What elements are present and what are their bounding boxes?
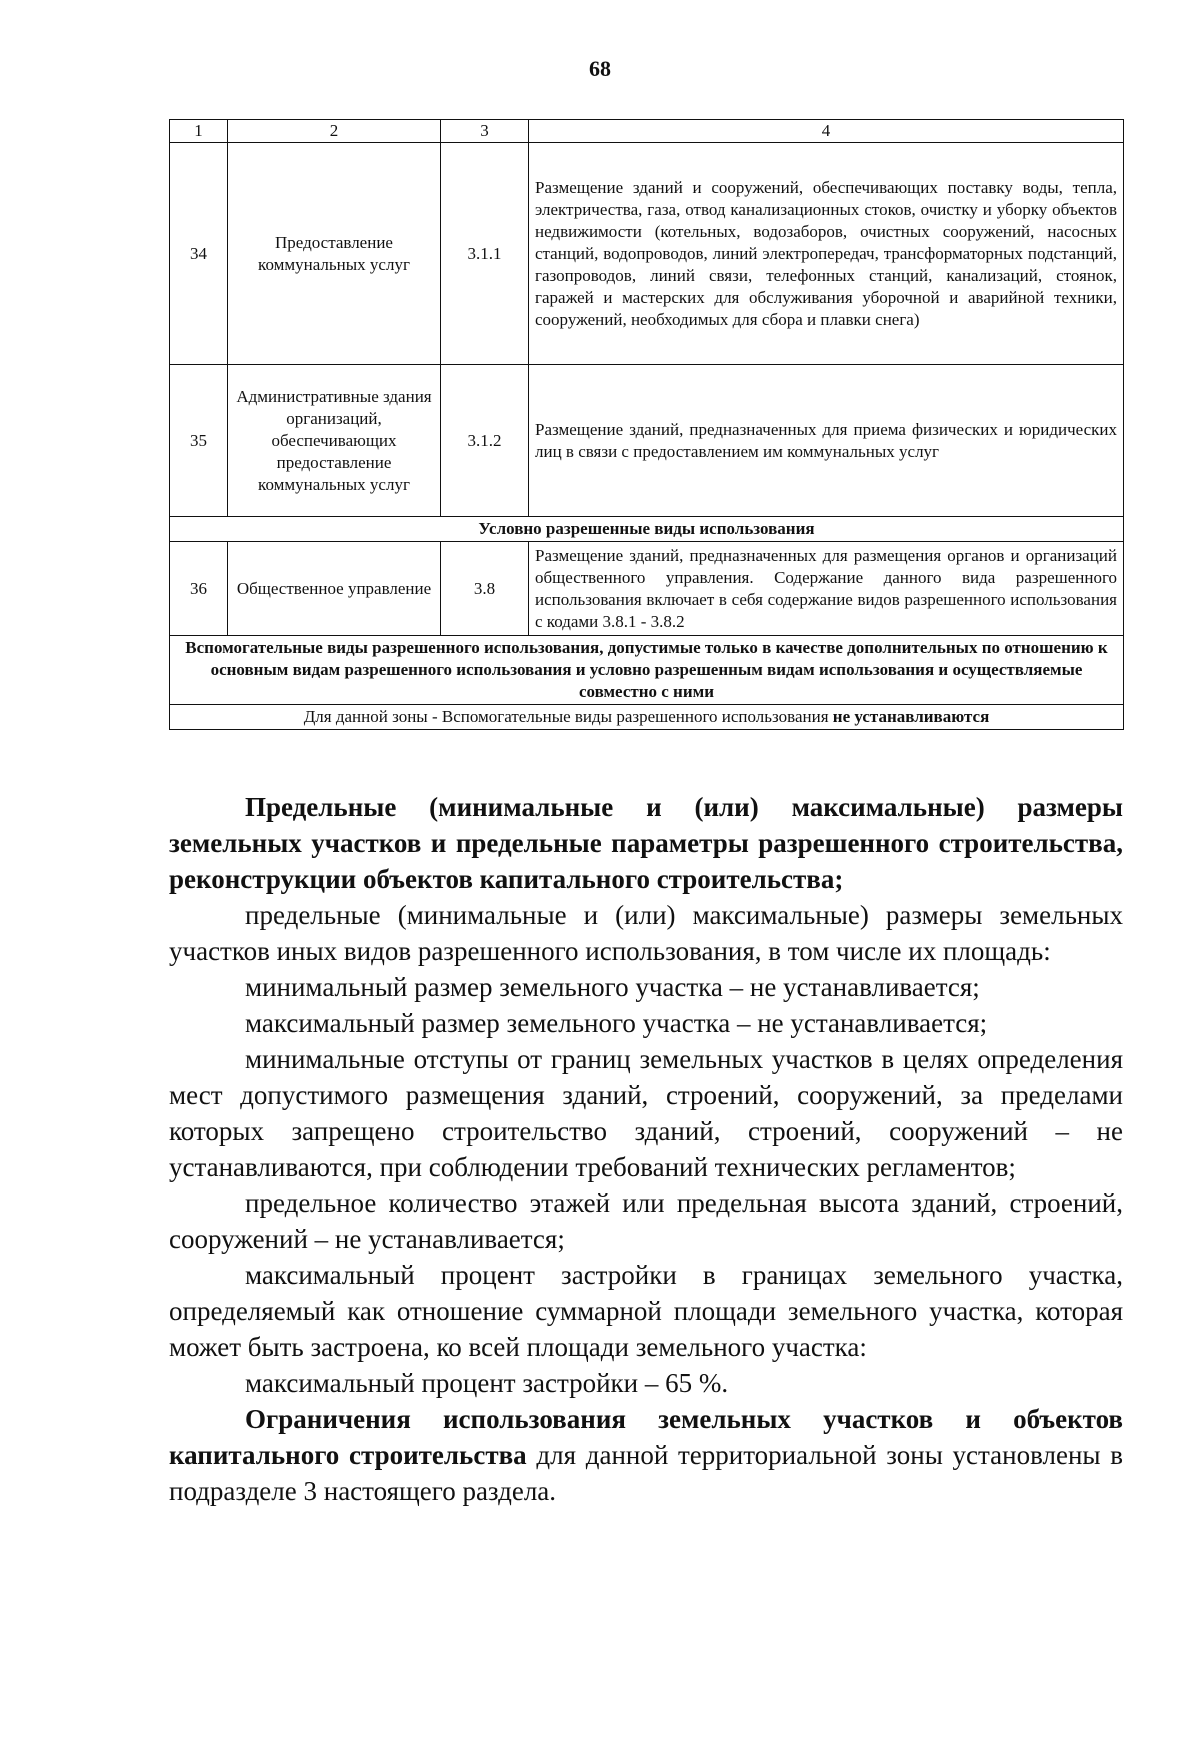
use-type-code: 3.8 <box>441 542 529 636</box>
row-number: 34 <box>170 143 228 365</box>
use-type-name: Административные здания организаций, обеспечивающих предоставление коммунальных услуг <box>228 365 441 517</box>
page-number: 68 <box>589 56 611 81</box>
header-cell: 1 <box>170 120 228 143</box>
paragraph: предельное количество этажей или предельная высота зданий, строений, сооружений – не устанавливается; <box>169 1188 1123 1254</box>
auxiliary-uses-note-row <box>170 705 1124 730</box>
paragraph: минимальные отступы от границ земельных участков в целях определения мест допустимого размещения зданий, строений, сооружений, за пределами которых запрещено строительство зданий, строений, сооружений – не устанавливаются, при соблюдении требований технических регламентов; <box>169 1044 1123 1182</box>
conditional-uses-heading-row <box>170 517 1124 542</box>
row-number: 36 <box>170 542 228 636</box>
paragraph: предельные (минимальные и (или) максимальные) размеры земельных участков иных видов разрешенного использования, в том числе их площадь: <box>169 900 1123 966</box>
use-type-name: Предоставление коммунальных услуг <box>228 143 441 365</box>
header-cell: 2 <box>228 120 441 143</box>
use-type-description: Размещение зданий, предназначенных для приема физических и юридических лиц в связи с предоставлением им коммунальных услуг <box>529 365 1124 517</box>
paragraph: максимальный процент застройки – 65 %. <box>245 1368 729 1398</box>
conditional-uses-heading: Условно разрешенные виды использования <box>170 517 1124 542</box>
use-type-description: Размещение зданий, предназначенных для размещения органов и организаций общественного управления. Содержание данного вида разрешенного использования включает в себя содержание видов разрешенного использования с кодами 3.8.1 - 3.8.2 <box>529 542 1124 636</box>
use-type-code: 3.1.1 <box>441 143 529 365</box>
auxiliary-uses-note <box>170 705 1124 730</box>
table-row <box>170 143 1124 365</box>
row-number: 35 <box>170 365 228 517</box>
auxiliary-uses-heading: Вспомогательные виды разрешенного использования, допустимые только в качестве дополнительных по отношению к основным видам разрешенного использования и условно разрешенным видам использования и осуществляемые совместно с ними <box>170 636 1124 705</box>
paragraph: минимальный размер земельного участка – не устанавливается; <box>245 972 980 1002</box>
use-type-name: Общественное управление <box>228 542 441 636</box>
header-cell: 3 <box>441 120 529 143</box>
restrictions-emphasis: Ограничения использования земельных участков и объектов капитального строительства <box>169 1404 1123 1470</box>
parameters-heading: Предельные (минимальные и (или) максимальные) размеры земельных участков и предельные параметры разрешенного строительства, реконструкции объектов капитального строительства; <box>169 792 1123 894</box>
land-use-table <box>169 119 1124 730</box>
regulations-text <box>169 789 1123 1509</box>
auxiliary-uses-heading-row <box>170 636 1124 705</box>
paragraph: максимальный размер земельного участка – не устанавливается; <box>245 1008 988 1038</box>
table-header-row <box>170 120 1124 143</box>
use-type-code: 3.1.2 <box>441 365 529 517</box>
auxiliary-note-emphasis: не устанавливаются <box>832 707 990 726</box>
restrictions-paragraph <box>169 1401 1123 1509</box>
use-type-description: Размещение зданий и сооружений, обеспечивающих поставку воды, тепла, электричества, газа, отвод канализационных стоков, очистку и уборку объектов недвижимости (котельных, водозаборов, очистных сооружений, насосных станций, водопроводов, линий электропередач, трансформаторных подстанций, газопроводов, линий связи, телефонных станций, канализаций, стоянок, гаражей и мастерских для обслуживания уборочной и аварийной техники, сооружений, необходимых для сбора и плавки снега) <box>529 143 1124 365</box>
table-row <box>170 365 1124 517</box>
restrictions-text: для данной территориальной зоны установлены в подразделе 3 настоящего раздела. <box>169 1440 1123 1506</box>
auxiliary-note-text: Для данной зоны - Вспомогательные виды разрешенного использования <box>303 707 833 726</box>
header-cell: 4 <box>529 120 1124 143</box>
table-row <box>170 542 1124 636</box>
paragraph: максимальный процент застройки в границах земельного участка, определяемый как отношение суммарной площади земельного участка, которая может быть застроена, ко всей площади земельного участка: <box>169 1260 1123 1362</box>
